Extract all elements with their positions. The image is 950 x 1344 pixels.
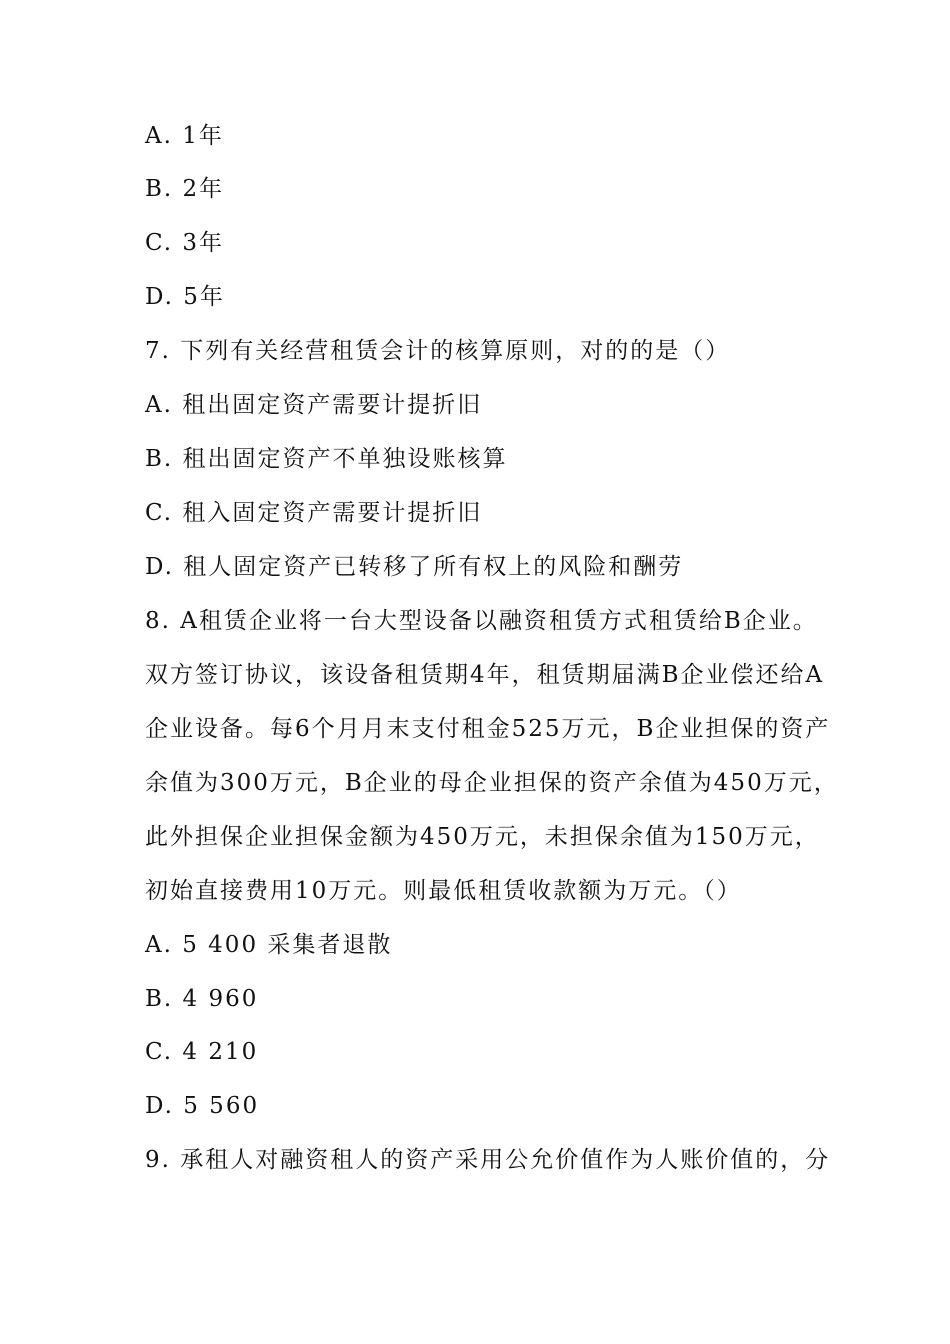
q6-option-c: C. 3年 <box>145 230 225 256</box>
question-8-line-4: 余值为300万元，B企业的母企业担保的资产余值为450万元， <box>145 770 839 796</box>
q8-option-a: A. 5 400 采集者退散 <box>145 932 393 958</box>
q6-option-b: B. 2年 <box>145 176 225 202</box>
question-7: 7. 下列有关经营租赁会计的核算原则，对的的是（） <box>145 338 731 364</box>
q7-option-c: C. 租入固定资产需要计提折旧 <box>145 500 483 526</box>
question-8-line-3: 企业设备。每6个月月末支付租金525万元，B企业担保的资产 <box>145 716 831 742</box>
q8-option-b: B. 4 960 <box>145 986 259 1012</box>
q7-option-a: A. 租出固定资产需要计提折旧 <box>145 392 483 418</box>
q6-option-d: D. 5年 <box>145 284 225 310</box>
question-8-line-6: 初始直接费用10万元。则最低租赁收款额为万元。（） <box>145 878 742 904</box>
q7-option-b: B. 租出固定资产不单独设账核算 <box>145 446 508 472</box>
question-8-line-2: 双方签订协议，该设备租赁期4年，租赁期届满B企业偿还给A <box>145 662 825 688</box>
question-8-line-5: 此外担保企业担保金额为450万元，未担保余值为150万元， <box>145 824 820 850</box>
question-9-line-1: 9. 承租人对融资租人的资产采用公允价值作为人账价值的，分 <box>145 1147 831 1173</box>
q8-option-c: C. 4 210 <box>145 1039 259 1065</box>
q8-option-d: D. 5 560 <box>145 1093 260 1119</box>
q7-option-d: D. 租人固定资产已转移了所有权上的风险和酬劳 <box>145 554 684 580</box>
q6-option-a: A. 1年 <box>145 123 224 149</box>
question-8-line-1: 8. A租赁企业将一台大型设备以融资租赁方式租赁给B企业。 <box>145 608 818 634</box>
